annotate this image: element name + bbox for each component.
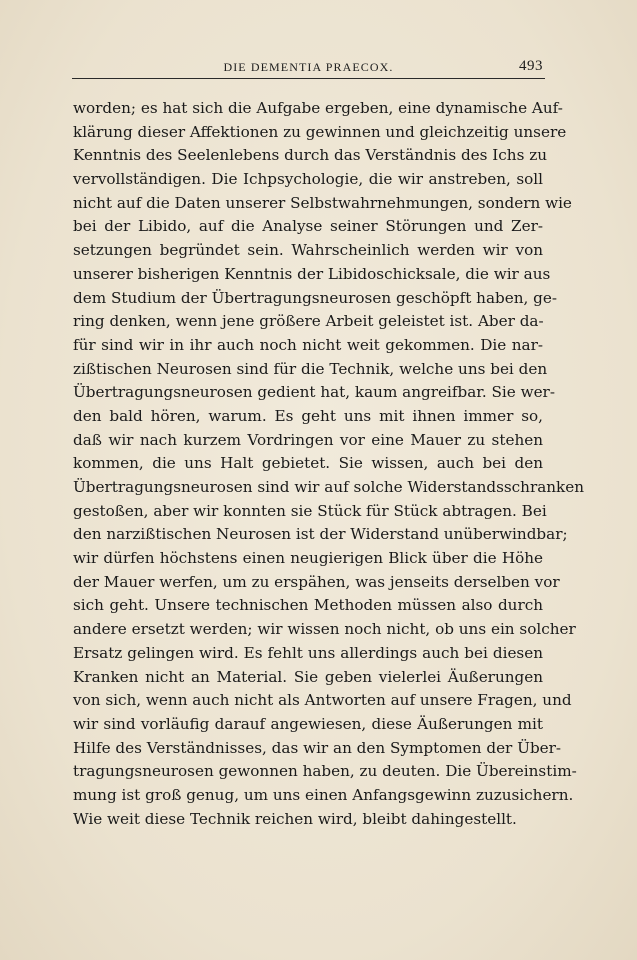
text-line: unserer bisherigen Kenntnis der Libidoschicksale, die wir aus bbox=[73, 264, 551, 283]
text-line: setzungen begründet sein. Wahrscheinlich werden wir von bbox=[73, 241, 543, 260]
text-line: kommen, die uns Halt gebietet. Sie wissen, auch bei den bbox=[73, 454, 543, 473]
text-line: den narzißtischen Neurosen ist der Widerstand unüberwindbar; bbox=[73, 525, 568, 544]
text-line: Hilfe des Verständnisses, das wir an den Symptomen der Über- bbox=[73, 738, 562, 757]
text-line: tragungsneurosen gewonnen haben, zu deuten. Die Übereinstim- bbox=[73, 762, 577, 781]
text-line: der Mauer werfen, um zu erspähen, was jenseits derselben vor bbox=[73, 572, 560, 591]
text-line: gestoßen, aber wir konnten sie Stück für Stück abtragen. Bei bbox=[73, 501, 547, 520]
text-line: dem Studium der Übertragungsneurosen geschöpft haben, ge- bbox=[73, 288, 557, 307]
text-line: wir sind vorläufig darauf angewiesen, diese Äußerungen mit bbox=[73, 714, 543, 733]
running-title: DIE DEMENTIA PRAECOX. bbox=[223, 60, 394, 74]
text-line: vervollständigen. Die Ichpsychologie, die wir anstreben, soll bbox=[73, 170, 543, 189]
running-head bbox=[72, 58, 545, 79]
text-line: wir dürfen höchstens einen neugierigen Blick über die Höhe bbox=[73, 549, 543, 568]
text-line: nicht auf die Daten unserer Selbstwahrnehmungen, sondern wie bbox=[73, 193, 572, 212]
text-line: Wie weit diese Technik reichen wird, bleibt dahingestellt. bbox=[73, 809, 517, 828]
text-line: mung ist groß genug, um uns einen Anfangsgewinn zuzusichern. bbox=[73, 785, 574, 804]
text-line: sich geht. Unsere technischen Methoden müssen also durch bbox=[73, 596, 543, 615]
text-line: klärung dieser Affektionen zu gewinnen und gleichzeitig unsere bbox=[73, 122, 567, 141]
text-line: zißtischen Neurosen sind für die Technik, welche uns bei den bbox=[73, 359, 548, 378]
text-line: Kranken nicht an Material. Sie geben vielerlei Äußerungen bbox=[73, 667, 543, 686]
text-line: von sich, wenn auch nicht als Antworten auf unsere Fragen, und bbox=[73, 691, 572, 710]
text-line: Ersatz gelingen wird. Es fehlt uns allerdings auch bei diesen bbox=[73, 643, 543, 662]
text-line: Übertragungsneurosen gedient hat, kaum angreifbar. Sie wer- bbox=[73, 383, 555, 402]
body-text bbox=[73, 97, 585, 831]
text-line: Übertragungsneurosen sind wir auf solche Widerstandsschranken bbox=[73, 478, 585, 496]
text-line: ring denken, wenn jene größere Arbeit geleistet ist. Aber da- bbox=[73, 312, 544, 331]
text-line: worden; es hat sich die Aufgabe ergeben, eine dynamische Auf- bbox=[73, 99, 563, 117]
page-number: 493 bbox=[519, 58, 543, 74]
text-line: bei der Libido, auf die Analyse seiner Störungen und Zer- bbox=[73, 217, 543, 236]
text-line: den bald hören, warum. Es geht uns mit ihnen immer so, bbox=[73, 406, 543, 425]
text-line: andere ersetzt werden; wir wissen noch nicht, ob uns ein solcher bbox=[73, 620, 576, 639]
text-line: für sind wir in ihr auch noch nicht weit gekommen. Die nar- bbox=[73, 335, 543, 354]
text-line: daß wir nach kurzem Vordringen vor eine Mauer zu stehen bbox=[73, 430, 543, 449]
text-line: Kenntnis des Seelenlebens durch das Verständnis des Ichs zu bbox=[73, 146, 547, 165]
